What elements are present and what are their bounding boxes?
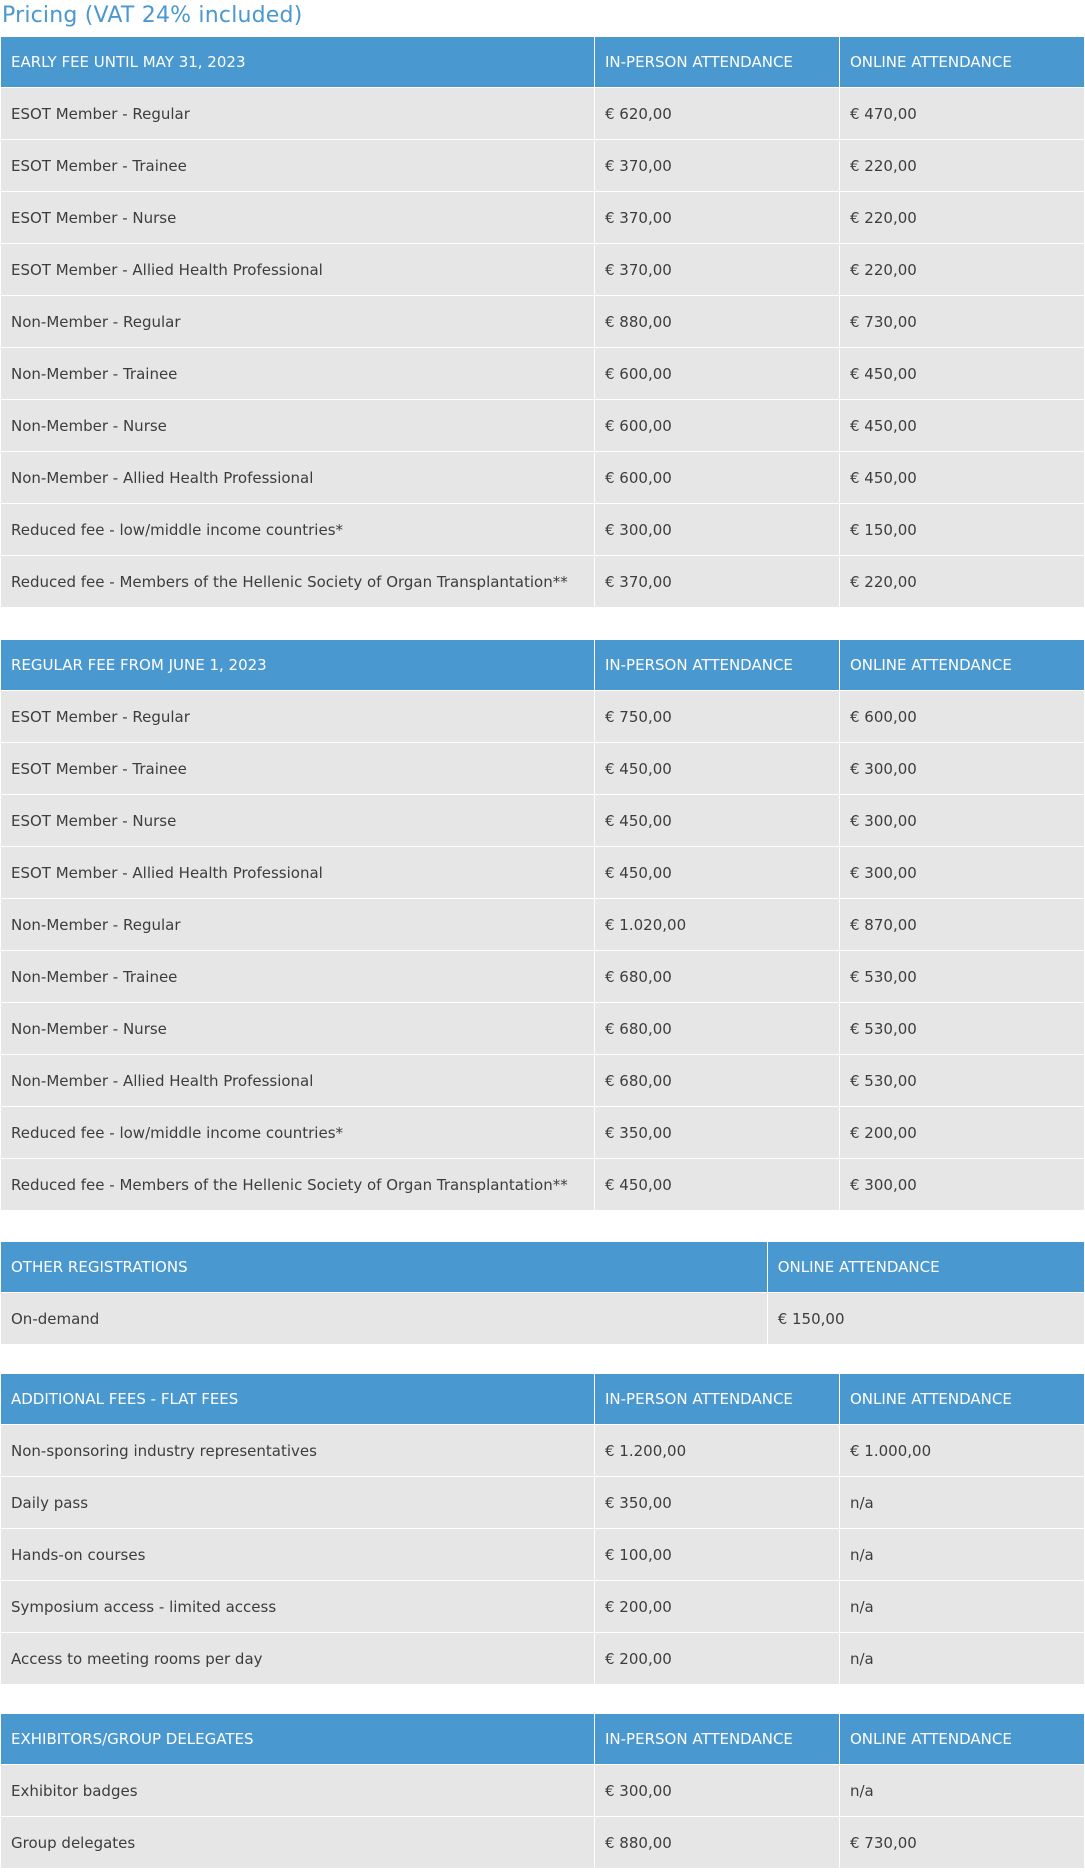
registration-category: On-demand: [1, 1293, 767, 1344]
registration-category: ESOT Member - Nurse: [1, 795, 594, 846]
in-person-price: € 450,00: [595, 743, 839, 794]
in-person-price: € 370,00: [595, 192, 839, 243]
registration-category: Symposium access - limited access: [1, 1581, 594, 1632]
in-person-price: € 370,00: [595, 244, 839, 295]
table-row: [1, 1817, 1084, 1868]
table-row: [1, 1055, 1084, 1106]
table-row: [1, 1293, 1084, 1344]
column-header-in-person: IN-PERSON ATTENDANCE: [595, 37, 839, 87]
online-price: n/a: [840, 1633, 1084, 1684]
column-header-online: ONLINE ATTENDANCE: [840, 640, 1084, 690]
registration-category: Non-Member - Trainee: [1, 951, 594, 1002]
in-person-price: € 680,00: [595, 951, 839, 1002]
table-row: [1, 899, 1084, 950]
table-row: [1, 1477, 1084, 1528]
registration-category: Exhibitor badges: [1, 1765, 594, 1816]
registration-category: ESOT Member - Nurse: [1, 192, 594, 243]
table-row: [1, 1633, 1084, 1684]
column-header-category: ADDITIONAL FEES - FLAT FEES: [1, 1374, 594, 1424]
column-header-online: ONLINE ATTENDANCE: [768, 1242, 1084, 1292]
online-price: € 220,00: [840, 556, 1084, 607]
table-header-row: [1, 1242, 1084, 1292]
online-price: € 220,00: [840, 140, 1084, 191]
online-price: € 600,00: [840, 691, 1084, 742]
in-person-price: € 1.200,00: [595, 1425, 839, 1476]
table-row: [1, 1159, 1084, 1210]
table-row: [1, 140, 1084, 191]
in-person-price: € 200,00: [595, 1581, 839, 1632]
in-person-price: € 200,00: [595, 1633, 839, 1684]
registration-category: Daily pass: [1, 1477, 594, 1528]
exhibitors-table: [0, 1713, 1085, 1869]
online-price: € 220,00: [840, 244, 1084, 295]
table-row: [1, 1529, 1084, 1580]
table-row: [1, 348, 1084, 399]
online-price: € 530,00: [840, 1003, 1084, 1054]
online-price: € 220,00: [840, 192, 1084, 243]
table-header-row: [1, 640, 1084, 690]
online-price: € 470,00: [840, 88, 1084, 139]
registration-category: Non-Member - Allied Health Professional: [1, 1055, 594, 1106]
online-price: n/a: [840, 1529, 1084, 1580]
in-person-price: € 750,00: [595, 691, 839, 742]
table-row: [1, 743, 1084, 794]
table-row: [1, 88, 1084, 139]
table-row: [1, 452, 1084, 503]
online-price: € 150,00: [840, 504, 1084, 555]
column-header-category: REGULAR FEE FROM JUNE 1, 2023: [1, 640, 594, 690]
table-row: [1, 847, 1084, 898]
in-person-price: € 450,00: [595, 795, 839, 846]
registration-category: ESOT Member - Allied Health Professional: [1, 244, 594, 295]
table-row: [1, 951, 1084, 1002]
in-person-price: € 600,00: [595, 452, 839, 503]
in-person-price: € 1.020,00: [595, 899, 839, 950]
column-header-in-person: IN-PERSON ATTENDANCE: [595, 1714, 839, 1764]
page-title: Pricing (VAT 24% included): [2, 3, 303, 28]
registration-category: Reduced fee - Members of the Hellenic Society of Organ Transplantation**: [1, 1159, 594, 1210]
in-person-price: € 350,00: [595, 1107, 839, 1158]
table-row: [1, 1107, 1084, 1158]
table-header-row: [1, 1714, 1084, 1764]
in-person-price: € 880,00: [595, 1817, 839, 1868]
in-person-price: € 600,00: [595, 400, 839, 451]
column-header-online: ONLINE ATTENDANCE: [840, 37, 1084, 87]
online-price: € 730,00: [840, 1817, 1084, 1868]
in-person-price: € 680,00: [595, 1055, 839, 1106]
in-person-price: € 450,00: [595, 847, 839, 898]
registration-category: Non-Member - Nurse: [1, 400, 594, 451]
registration-category: Reduced fee - low/middle income countries*: [1, 504, 594, 555]
column-header-category: EARLY FEE UNTIL MAY 31, 2023: [1, 37, 594, 87]
online-price: € 300,00: [840, 743, 1084, 794]
table-row: [1, 192, 1084, 243]
online-price: n/a: [840, 1581, 1084, 1632]
registration-category: Reduced fee - Members of the Hellenic Society of Organ Transplantation**: [1, 556, 594, 607]
registration-category: Access to meeting rooms per day: [1, 1633, 594, 1684]
registration-category: Group delegates: [1, 1817, 594, 1868]
registration-category: Non-Member - Trainee: [1, 348, 594, 399]
online-price: € 450,00: [840, 400, 1084, 451]
regular-fee-table: [0, 639, 1085, 1211]
online-price: € 300,00: [840, 1159, 1084, 1210]
registration-category: ESOT Member - Regular: [1, 691, 594, 742]
in-person-price: € 370,00: [595, 556, 839, 607]
online-price: € 1.000,00: [840, 1425, 1084, 1476]
table-row: [1, 556, 1084, 607]
online-price: € 300,00: [840, 847, 1084, 898]
registration-category: Non-sponsoring industry representatives: [1, 1425, 594, 1476]
column-header-category: EXHIBITORS/GROUP DELEGATES: [1, 1714, 594, 1764]
online-price: € 530,00: [840, 1055, 1084, 1106]
registration-category: ESOT Member - Trainee: [1, 743, 594, 794]
table-row: [1, 244, 1084, 295]
column-header-in-person: IN-PERSON ATTENDANCE: [595, 640, 839, 690]
registration-category: ESOT Member - Regular: [1, 88, 594, 139]
registration-category: Non-Member - Allied Health Professional: [1, 452, 594, 503]
in-person-price: € 370,00: [595, 140, 839, 191]
column-header-online: ONLINE ATTENDANCE: [840, 1374, 1084, 1424]
table-row: [1, 1765, 1084, 1816]
table-header-row: [1, 1374, 1084, 1424]
in-person-price: € 600,00: [595, 348, 839, 399]
registration-category: Reduced fee - low/middle income countries*: [1, 1107, 594, 1158]
online-price: € 870,00: [840, 899, 1084, 950]
registration-category: Non-Member - Regular: [1, 296, 594, 347]
registration-category: ESOT Member - Allied Health Professional: [1, 847, 594, 898]
online-price: € 530,00: [840, 951, 1084, 1002]
table-row: [1, 400, 1084, 451]
column-header-online: ONLINE ATTENDANCE: [840, 1714, 1084, 1764]
additional-fees-table: [0, 1373, 1085, 1685]
table-row: [1, 1003, 1084, 1054]
registration-category: Hands-on courses: [1, 1529, 594, 1580]
other-registrations-table: [0, 1241, 1085, 1345]
registration-category: ESOT Member - Trainee: [1, 140, 594, 191]
online-price: € 730,00: [840, 296, 1084, 347]
online-price: € 200,00: [840, 1107, 1084, 1158]
table-row: [1, 795, 1084, 846]
in-person-price: € 450,00: [595, 1159, 839, 1210]
in-person-price: € 620,00: [595, 88, 839, 139]
column-header-in-person: IN-PERSON ATTENDANCE: [595, 1374, 839, 1424]
online-price: n/a: [840, 1765, 1084, 1816]
in-person-price: € 350,00: [595, 1477, 839, 1528]
table-header-row: [1, 37, 1084, 87]
in-person-price: € 680,00: [595, 1003, 839, 1054]
online-price: € 450,00: [840, 452, 1084, 503]
in-person-price: € 300,00: [595, 504, 839, 555]
in-person-price: € 100,00: [595, 1529, 839, 1580]
early-fee-table: [0, 36, 1085, 608]
online-price: € 150,00: [768, 1293, 1084, 1344]
table-row: [1, 1581, 1084, 1632]
table-row: [1, 691, 1084, 742]
column-header-category: OTHER REGISTRATIONS: [1, 1242, 767, 1292]
online-price: n/a: [840, 1477, 1084, 1528]
online-price: € 450,00: [840, 348, 1084, 399]
table-row: [1, 296, 1084, 347]
in-person-price: € 880,00: [595, 296, 839, 347]
table-row: [1, 1425, 1084, 1476]
table-row: [1, 504, 1084, 555]
registration-category: Non-Member - Regular: [1, 899, 594, 950]
in-person-price: € 300,00: [595, 1765, 839, 1816]
online-price: € 300,00: [840, 795, 1084, 846]
registration-category: Non-Member - Nurse: [1, 1003, 594, 1054]
